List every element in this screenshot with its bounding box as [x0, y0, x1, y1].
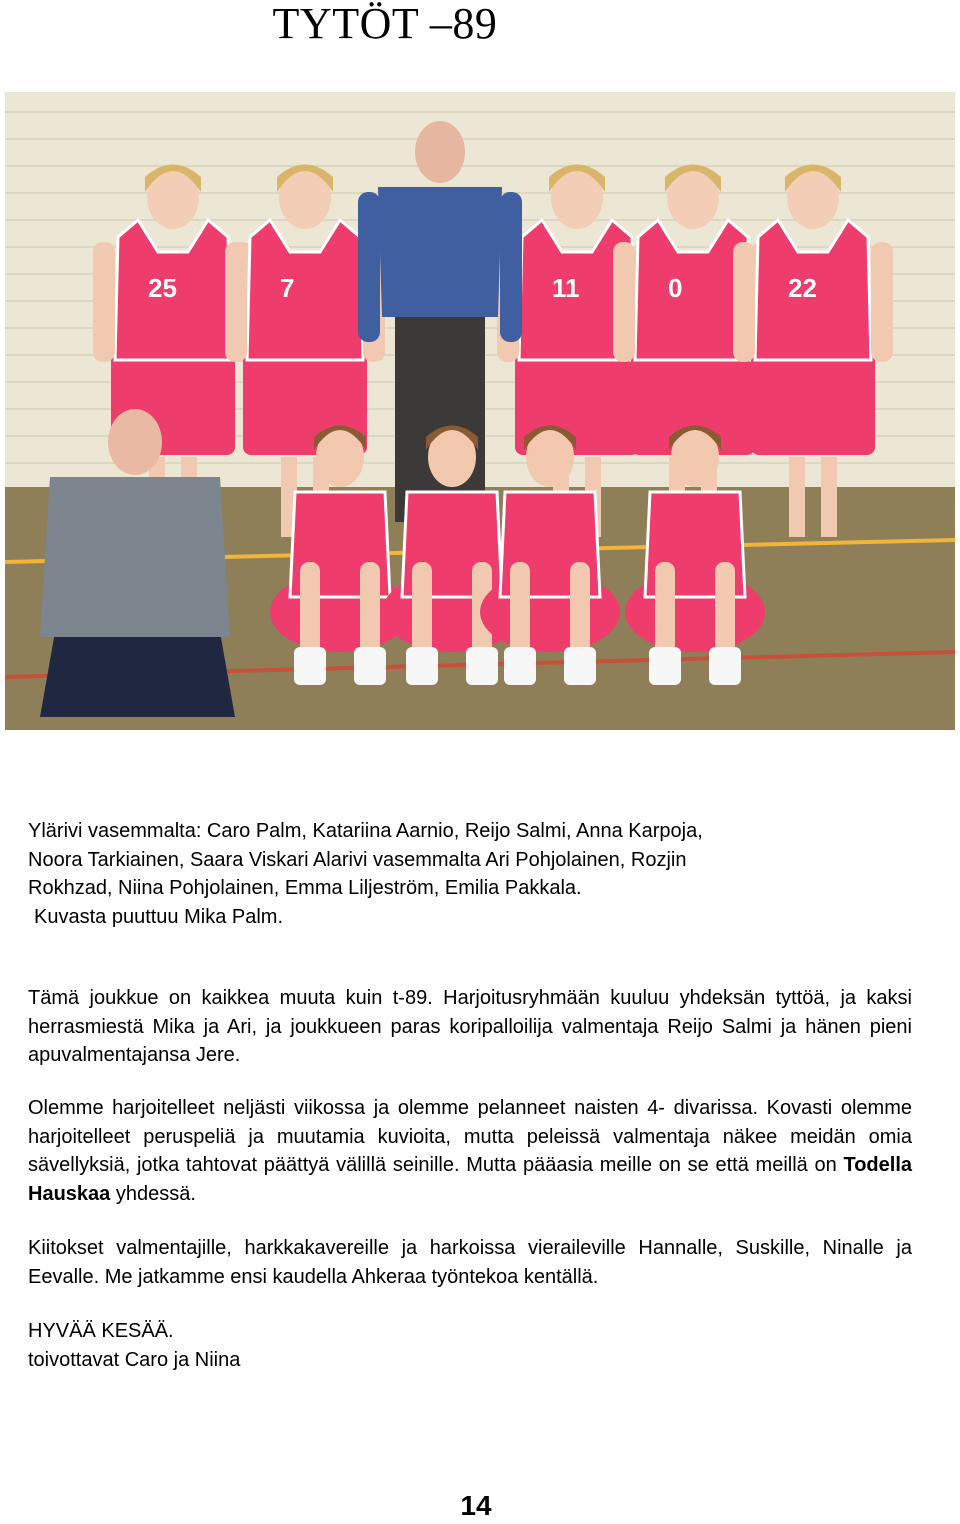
seated-player-leg	[715, 562, 735, 657]
player-arm	[93, 242, 115, 362]
paragraph-training-text: Olemme harjoitelleet neljästi viikossa ja olemme pelanneet naisten 4- divarissa. Kovasti olemme harjoitelleet peruspeliä ja muutamia kuvioita, mutta peleissä valmentaja näkee meidän omia sävellyksiä, jotka tahtovat päättyä välillä seinille. Mutta pääasia meille on se että meillä on	[28, 1097, 912, 1176]
man-sweater	[40, 477, 230, 637]
player-arm	[225, 242, 247, 362]
seated-player-leg	[655, 562, 675, 657]
seated-player-leg	[570, 562, 590, 657]
paragraph-thanks: Kiitokset valmentajille, harkkakavereille ja harkoissa vieraileville Hannalle, Suskille, Ninalle ja Eevalle. Me jatkamme ensi kaudella Ahkeraa työntekoa kentällä.	[28, 1237, 912, 1288]
closing-line: HYVÄÄ KESÄÄ.	[28, 1320, 174, 1342]
photo-caption	[28, 817, 912, 931]
player-arm	[613, 242, 635, 362]
seated-player-leg	[300, 562, 320, 657]
man-jeans	[40, 632, 235, 717]
team-photo	[5, 92, 955, 730]
coach-trousers	[395, 307, 485, 522]
caption-line: Noora Tarkiainen, Saara Viskari Alarivi vasemmalta Ari Pohjolainen, Rozjin	[28, 848, 687, 871]
jersey-number: 11	[552, 273, 580, 303]
paragraph-team: Tämä joukkue on kaikkea muuta kuin t-89. Harjoitusryhmään kuuluu yhdeksän tyttöä, ja kaksi herrasmiestä Mika ja Ari, ja joukkueen paras koripalloilija valmentaja Reijo Salmi ja hänen pieni apuvalmentajansa Jere.	[28, 987, 912, 1066]
seated-player-leg	[360, 562, 380, 657]
jersey-number: 25	[148, 273, 177, 303]
paragraph-training-emphasis: Todella Hauskaa	[28, 1154, 912, 1205]
man-head	[108, 409, 162, 475]
player-shorts	[751, 350, 875, 455]
closing-greeting	[28, 1317, 912, 1374]
player-leg	[789, 457, 805, 537]
sneaker	[709, 647, 741, 685]
sneaker	[354, 647, 386, 685]
sneaker	[564, 647, 596, 685]
caption-line: Ylärivi vasemmalta: Caro Palm, Katariina Aarnio, Reijo Salmi, Anna Karpoja,	[28, 820, 703, 842]
coach-arm	[500, 192, 522, 342]
caption-line: Kuvasta puuttuu Mika Palm.	[34, 905, 284, 928]
paragraph-training-end: yhdessä.	[110, 1182, 196, 1205]
seated-player-leg	[412, 562, 432, 657]
jersey-number: 22	[788, 273, 817, 303]
coach-shirt	[378, 187, 502, 317]
sneaker	[294, 647, 326, 685]
paragraph-training	[28, 1094, 912, 1208]
caption-line: Rokhzad, Niina Pohjolainen, Emma Liljeström, Emilia Pakkala.	[28, 877, 582, 899]
sneaker	[649, 647, 681, 685]
jersey-number: 7	[280, 273, 295, 303]
player-arm	[871, 242, 893, 362]
player-arm	[733, 242, 755, 362]
page-title: TYTÖT –89	[272, 0, 498, 48]
sneaker	[406, 647, 438, 685]
sneaker	[504, 647, 536, 685]
team-photo-illustration	[5, 92, 955, 730]
coach-arm	[358, 192, 380, 342]
coach-head	[415, 121, 465, 183]
jersey-number: 0	[668, 273, 683, 303]
seated-player-leg	[510, 562, 530, 657]
signature-line: toivottavat Caro ja Niina	[28, 1348, 241, 1371]
page-number: 14	[460, 1490, 492, 1521]
player-leg	[821, 457, 837, 537]
sneaker	[466, 647, 498, 685]
